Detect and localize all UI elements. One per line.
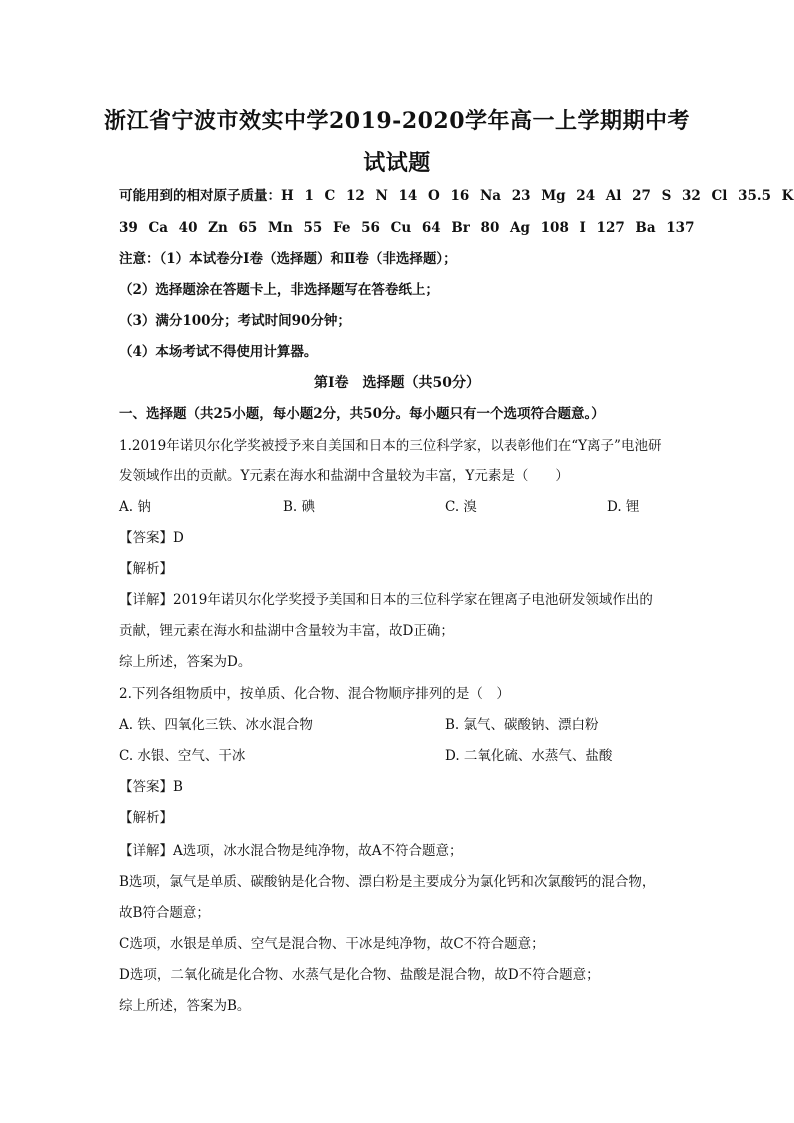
q1-detail-line1: 【详解】2019年诺贝尔化学奖授予美国和日本的三位科学家在锂离子电池研发领域作出的	[119, 592, 653, 608]
q1-option-a: A. 钠	[119, 499, 151, 515]
q1-detail-line2: 贡献，锂元素在海水和盐湖中含量较为丰富，故D正确；	[119, 623, 454, 639]
q1-summary: 综上所述，答案为D。	[119, 654, 252, 670]
note-2: （2）选择题涂在答题卡上，非选择题写在答卷纸上；	[119, 282, 439, 298]
q2-detail-b-line1: B选项，氯气是单质、碳酸钠是化合物、漂白粉是主要成分为氯化钙和次氯酸钙的混合物，	[119, 874, 656, 890]
q2-option-a: A. 铁、四氧化三铁、冰水混合物	[119, 717, 313, 733]
q1-analysis-label: 【解析】	[119, 561, 173, 577]
atomic-masses-line1: 可能用到的相对原子质量：H 1 C 12 N 14 O 16 Na 23 Mg 24 Al 27 S 32 Cl 35.5 K	[119, 188, 794, 204]
q2-detail-d: D选项，二氧化硫是化合物、水蒸气是化合物、盐酸是混合物，故D不符合题意；	[119, 967, 600, 983]
q2-detail-a: 【详解】A选项，冰水混合物是纯净物，故A不符合题意；	[119, 843, 463, 859]
q1-stem-line1: 1.2019年诺贝尔化学奖被授予来自美国和日本的三位科学家，以表彰他们在“Y离子”电池研	[119, 438, 662, 454]
q1-option-d: D. 锂	[607, 499, 640, 515]
note-4: （4）本场考试不得使用计算器。	[119, 344, 318, 360]
q2-option-d: D. 二氧化硫、水蒸气、盐酸	[445, 748, 613, 764]
q2-answer: 【答案】B	[119, 779, 183, 795]
note-3: （3）满分100分；考试时间90分钟；	[119, 313, 351, 329]
section-heading: 第Ⅰ卷 选择题（共50分）	[313, 375, 481, 391]
q2-option-c: C. 水银、空气、干冰	[119, 748, 246, 764]
q1-answer: 【答案】D	[119, 530, 184, 546]
q2-option-b: B. 氯气、碳酸钠、漂白粉	[445, 717, 599, 733]
q2-summary: 综上所述，答案为B。	[119, 998, 251, 1014]
q2-detail-b-line2: 故B符合题意；	[119, 905, 210, 921]
atomic-masses-line2: 39 Ca 40 Zn 65 Mn 55 Fe 56 Cu 64 Br 80 Ag 108 I 127 Ba 137	[119, 220, 695, 236]
q2-detail-c: C选项，水银是单质、空气是混合物、干冰是纯净物，故C不符合题意；	[119, 936, 545, 952]
q2-stem: 2.下列各组物质中，按单质、化合物、混合物顺序排列的是（ ）	[119, 686, 510, 702]
q1-option-b: B. 碘	[283, 499, 316, 515]
exam-title-line1: 浙江省宁波市效实中学2019-2020学年高一上学期期中考	[103, 108, 691, 134]
note-1: 注意：（1）本试卷分Ⅰ卷（选择题）和Ⅱ卷（非选择题）；	[119, 251, 457, 267]
q1-stem-line2: 发领域作出的贡献。Y元素在海水和盐湖中含量较为丰富，Y元素是（ ）	[119, 468, 569, 484]
q2-analysis-label: 【解析】	[119, 810, 173, 826]
q1-option-c: C. 溴	[445, 499, 477, 515]
exam-title-line2: 试试题	[363, 150, 431, 176]
part-heading: 一、选择题（共25小题，每小题2分，共50分。每小题只有一个选项符合题意。）	[119, 406, 605, 422]
